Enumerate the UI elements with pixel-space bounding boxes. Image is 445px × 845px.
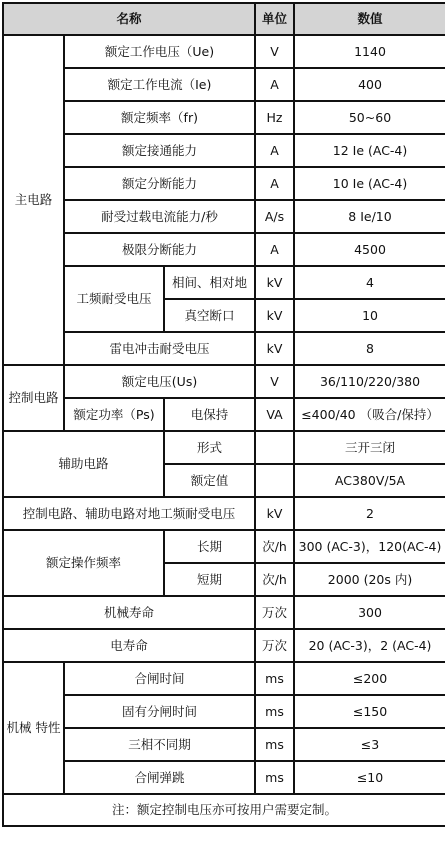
value-cell: 三开三闭 — [295, 432, 445, 463]
unit-cell: A — [256, 168, 293, 199]
unit-cell: Hz — [256, 102, 293, 133]
unit-cell: V — [256, 366, 293, 397]
unit-cell: 万次 — [256, 630, 293, 661]
param-cell: 短期 — [165, 564, 254, 595]
table-row — [4, 630, 445, 661]
unit-cell: A — [256, 135, 293, 166]
table-row — [4, 36, 445, 67]
unit-cell: V — [256, 36, 293, 67]
unit-cell: kV — [256, 498, 293, 529]
unit-cell: kV — [256, 300, 293, 331]
unit-cell — [256, 465, 293, 496]
param-cell: 相间、相对地 — [165, 267, 254, 298]
param-cell: 额定电压(Us) — [65, 366, 254, 397]
param-cell: 额定工作电流（Ie) — [65, 69, 254, 100]
param-cell: 额定工作电压（Ue) — [65, 36, 254, 67]
param-cell: 合闸弹跳 — [65, 762, 254, 793]
param-cell: 形式 — [165, 432, 254, 463]
param-cell: 合闸时间 — [65, 663, 254, 694]
table-row — [4, 762, 445, 793]
group-aux-circuit: 辅助电路 — [4, 432, 163, 496]
table-row — [4, 663, 445, 694]
param-cell: 额定频率（fr) — [65, 102, 254, 133]
table-row — [4, 135, 445, 166]
operation-freq-label: 额定操作频率 — [4, 531, 163, 595]
param-cell: 额定接通能力 — [65, 135, 254, 166]
group-control-circuit: 控制电路 — [4, 366, 63, 430]
unit-cell: ms — [256, 663, 293, 694]
unit-cell: kV — [256, 333, 293, 364]
param-cell: 极限分断能力 — [65, 234, 254, 265]
value-cell: ≤10 — [295, 762, 445, 793]
param-cell: 耐受过载电流能力/秒 — [65, 201, 254, 232]
header-unit: 单位 — [256, 4, 293, 34]
group-mechanical: 机械 特性 — [4, 663, 63, 793]
value-cell: 300 (AC-3)，120(AC-4) — [295, 531, 445, 562]
value-cell: 2000 (20s 内) — [295, 564, 445, 595]
table-row — [4, 366, 445, 397]
unit-cell: ms — [256, 762, 293, 793]
header-row — [4, 4, 445, 34]
value-cell: 4500 — [295, 234, 445, 265]
value-cell: 50~60 — [295, 102, 445, 133]
unit-cell: A/s — [256, 201, 293, 232]
header-value: 数值 — [295, 4, 445, 34]
unit-cell: 万次 — [256, 597, 293, 628]
param-cell: 控制电路、辅助电路对地工频耐受电压 — [4, 498, 254, 529]
param-cell: 三相不同期 — [65, 729, 254, 760]
withstand-label: 工频耐受电压 — [65, 267, 163, 331]
table-row — [4, 531, 445, 562]
table-row — [4, 102, 445, 133]
spec-table-container — [2, 2, 445, 827]
unit-cell: ms — [256, 729, 293, 760]
unit-cell: ms — [256, 696, 293, 727]
value-cell: ≤200 — [295, 663, 445, 694]
note-text: 注：额定控制电压亦可按用户需要定制。 — [4, 795, 445, 825]
param-cell: 额定分断能力 — [65, 168, 254, 199]
value-cell: 400 — [295, 69, 445, 100]
sub-param-cell: 电保持 — [165, 399, 254, 430]
unit-cell: A — [256, 69, 293, 100]
table-row — [4, 432, 445, 463]
table-row — [4, 234, 445, 265]
param-cell: 额定功率（Ps) — [65, 399, 163, 430]
value-cell: 36/110/220/380 — [295, 366, 445, 397]
unit-cell: A — [256, 234, 293, 265]
group-main-circuit: 主电路 — [4, 36, 63, 364]
table-row — [4, 696, 445, 727]
header-name: 名称 — [4, 4, 254, 34]
value-cell: ≤400/40 （吸合/保持） — [295, 399, 445, 430]
param-cell: 固有分闸时间 — [65, 696, 254, 727]
note-row — [4, 795, 445, 825]
value-cell: 1140 — [295, 36, 445, 67]
value-cell: 20 (AC-3)，2 (AC-4) — [295, 630, 445, 661]
value-cell: AC380V/5A — [295, 465, 445, 496]
value-cell: 2 — [295, 498, 445, 529]
value-cell: ≤150 — [295, 696, 445, 727]
value-cell: 10 Ie (AC-4) — [295, 168, 445, 199]
value-cell: 10 — [295, 300, 445, 331]
unit-cell: kV — [256, 267, 293, 298]
table-row — [4, 333, 445, 364]
unit-cell: 次/h — [256, 564, 293, 595]
param-cell: 长期 — [165, 531, 254, 562]
table-row — [4, 267, 445, 298]
param-cell: 雷电冲击耐受电压 — [65, 333, 254, 364]
param-cell: 电寿命 — [4, 630, 254, 661]
value-cell: ≤3 — [295, 729, 445, 760]
unit-cell: VA — [256, 399, 293, 430]
table-row — [4, 498, 445, 529]
table-row — [4, 597, 445, 628]
value-cell: 12 Ie (AC-4) — [295, 135, 445, 166]
value-cell: 8 — [295, 333, 445, 364]
param-cell: 机械寿命 — [4, 597, 254, 628]
unit-cell — [256, 432, 293, 463]
table-row — [4, 69, 445, 100]
table-row — [4, 399, 445, 430]
value-cell: 4 — [295, 267, 445, 298]
table-row — [4, 201, 445, 232]
spec-table — [2, 2, 445, 827]
value-cell: 8 Ie/10 — [295, 201, 445, 232]
table-row — [4, 729, 445, 760]
table-row — [4, 168, 445, 199]
param-cell: 真空断口 — [165, 300, 254, 331]
value-cell: 300 — [295, 597, 445, 628]
unit-cell: 次/h — [256, 531, 293, 562]
param-cell: 额定值 — [165, 465, 254, 496]
